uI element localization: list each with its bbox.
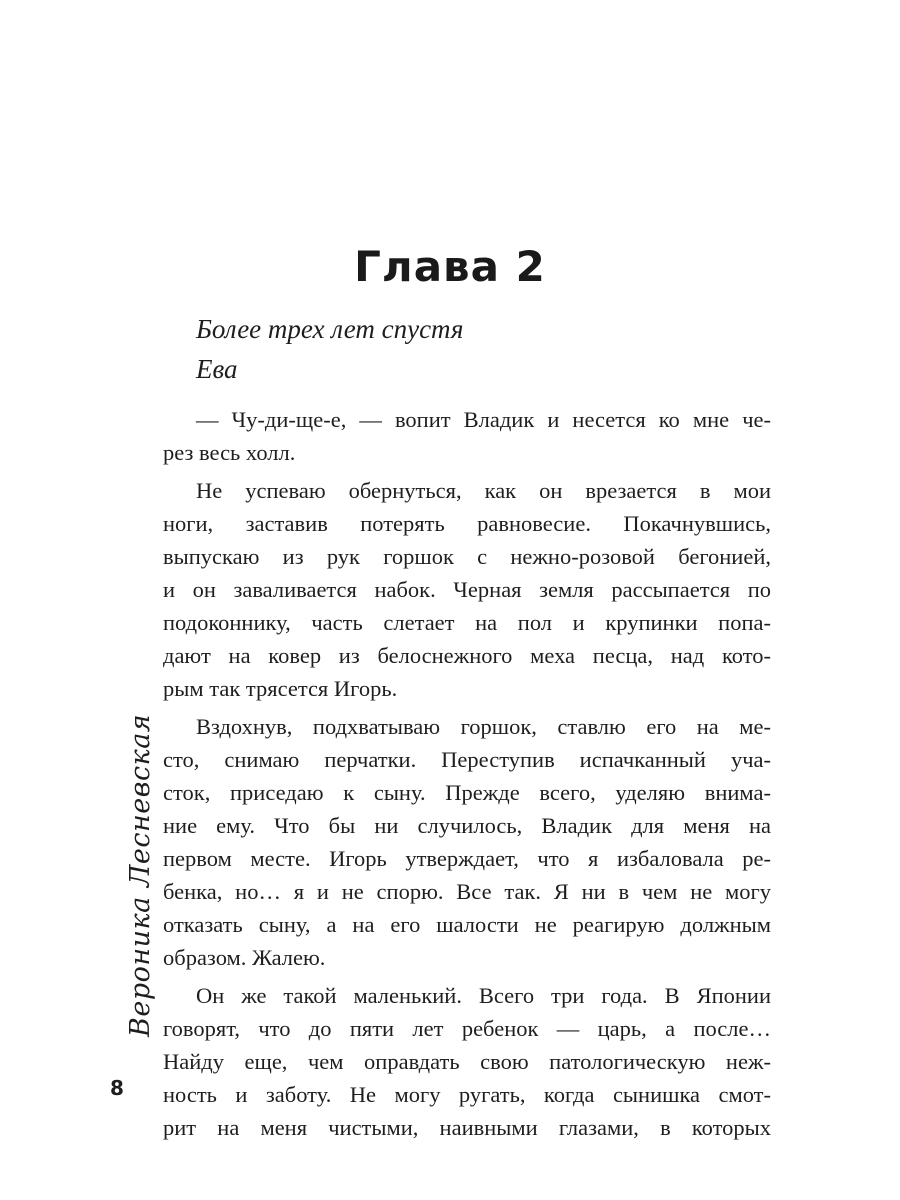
text-line: рит на меня чистыми, наивными глазами, в которых — [163, 1115, 771, 1140]
text-line: Вздохнув, подхватываю горшок, ставлю его на ме- — [196, 714, 771, 739]
chapter-title: Глава 2 — [354, 242, 546, 291]
text-line: говорят, что до пяти лет ребенок — царь, а после… — [163, 1016, 771, 1041]
text-line: подоконнику, часть слетает на пол и крупинки попа- — [163, 610, 771, 635]
text-line: ноги, заставив потерять равновесие. Покачнувшись, — [163, 511, 771, 536]
chapter-subtitle: Более трех лет спустя — [196, 314, 464, 344]
text-line: сто, снимаю перчатки. Переступив испачканный уча- — [163, 747, 771, 772]
text-line: ность и заботу. Не могу ругать, когда сынишка смот- — [163, 1082, 771, 1107]
narrator-name: Ева — [196, 354, 238, 384]
running-header-author: Вероника Лесневская — [125, 713, 156, 1037]
text-line: рым так трясется Игорь. — [163, 676, 398, 701]
page-number: 8 — [110, 1076, 124, 1100]
text-line: ние ему. Что бы ни случилось, Владик для меня на — [163, 813, 771, 838]
text-line: рез весь холл. — [163, 440, 296, 465]
text-line: дают на ковер из белоснежного меха песца, над кото- — [163, 643, 771, 668]
text-line: и он заваливается набок. Черная земля рассыпается по — [163, 577, 771, 602]
text-line: Не успеваю обернуться, как он врезается в мои — [196, 478, 771, 503]
text-line: образом. Жалею. — [163, 945, 326, 970]
text-line: отказать сыну, а на его шалости не реагирую должным — [163, 912, 771, 937]
text-line: Найду еще, чем оправдать свою патологическую неж- — [163, 1049, 771, 1074]
text-line: сток, приседаю к сыну. Прежде всего, уделяю внима- — [163, 780, 771, 805]
text-line: первом месте. Игорь утверждает, что я избаловала ре- — [163, 846, 771, 871]
text-line: Он же такой маленький. Всего три года. В Японии — [196, 983, 771, 1008]
text-line: бенка, но… я и не спорю. Все так. Я ни в чем не могу — [163, 879, 771, 904]
chapter-body — [163, 403, 771, 1144]
text-line: — Чу-ди-ще-е, — вопит Владик и несется ко мне че- — [196, 407, 771, 432]
text-line: выпускаю из рук горшок с нежно-розовой бегонией, — [163, 544, 771, 569]
